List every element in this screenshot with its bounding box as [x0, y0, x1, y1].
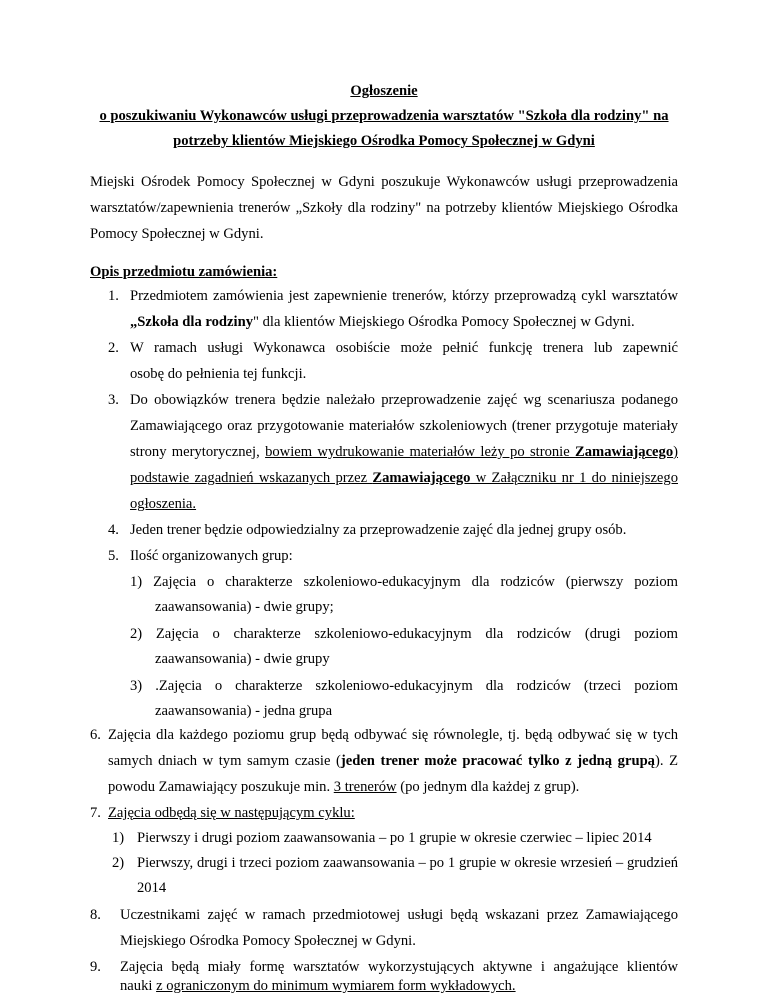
- group-2-line-2: zaawansowania) - dwie grupy: [155, 651, 330, 667]
- item-6-line-3: powodu Zamawiający poszukuje min. 3 trenerów (po jednym dla każdej z grup).: [108, 779, 580, 795]
- title-line-3: potrzeby klientów Miejskiego Ośrodka Pomocy Społecznej w Gdyni: [173, 133, 595, 149]
- item-3-line-4: podstawie zagadnień wskazanych przez Zamawiającego w Załączniku nr 1 do niniejszego: [130, 470, 678, 486]
- item-number-2: 2.: [108, 340, 119, 356]
- group-1-line-2: zaawansowania) - dwie grupy;: [155, 599, 334, 615]
- group-1-line-1: 1) Zajęcia o charakterze szkoleniowo-edukacyjnym dla rodziców (pierwszy poziom: [130, 574, 678, 590]
- item-7-line-1: Zajęcia odbędą się w następującym cyklu:: [108, 805, 355, 821]
- item-4-line-1: Jeden trener będzie odpowiedzialny za przeprowadzenie zajęć dla jednej grupy osób.: [130, 522, 627, 538]
- item-9-line-2: nauki z ograniczonym do minimum wymiarem form wykładowych.: [120, 978, 516, 994]
- item-number-1: 1.: [108, 288, 119, 304]
- item-8-line-2: Miejskiego Ośrodka Pomocy Społecznej w Gdyni.: [120, 933, 416, 949]
- item-number-8: 8.: [90, 907, 101, 923]
- cycle-number-2: 2): [112, 855, 125, 871]
- cycle-number-1: 1): [112, 830, 125, 846]
- title-line-2: o poszukiwaniu Wykonawców usługi przeprowadzenia warsztatów "Szkoła dla rodziny" na: [99, 108, 669, 124]
- item-3-line-5: ogłoszenia.: [130, 496, 197, 512]
- item-3-line-2: Zamawiającego oraz przygotowanie materiałów szkoleniowych (trener przygotuje materiały: [130, 418, 678, 434]
- group-2-line-1: 2) Zajęcia o charakterze szkoleniowo-edukacyjnym dla rodziców (drugi poziom: [130, 626, 678, 642]
- item-number-4: 4.: [108, 522, 119, 538]
- item-2-line-2: osobę do pełnienia tej funkcji.: [130, 366, 307, 382]
- item-1-line-1: Przedmiotem zamówienia jest zapewnienie trenerów, którzy przeprowadzą cykl warsztatów: [130, 288, 678, 304]
- section-heading: Opis przedmiotu zamówienia:: [90, 264, 278, 280]
- item-2-line-1: W ramach usługi Wykonawca osobiście może pełnić funkcję trenera lub zapewnić: [130, 340, 678, 356]
- item-3-line-1: Do obowiązków trenera będzie należało przeprowadzenie zajęć wg scenariusza podanego: [130, 392, 678, 408]
- item-number-3: 3.: [108, 392, 119, 408]
- item-number-7: 7.: [90, 805, 101, 821]
- cycle-1-line-1: Pierwszy i drugi poziom zaawansowania – po 1 grupie w okresie czerwiec – lipiec 2014: [137, 830, 652, 846]
- intro-line-3: Pomocy Społecznej w Gdyni.: [90, 226, 264, 242]
- item-1-line-2: „Szkoła dla rodziny" dla klientów Miejskiego Ośrodka Pomocy Społecznej w Gdyni.: [130, 314, 635, 330]
- item-6-line-2: samych dniach w tym samym czasie (jeden trener może pracować tylko z jedną grupą). Z: [108, 753, 678, 769]
- item-3-line-3: strony merytorycznej, bowiem wydrukowanie materiałów leży po stronie Zamawiającego): [130, 444, 678, 460]
- title-line-1: Ogłoszenie: [350, 83, 418, 99]
- item-number-5: 5.: [108, 548, 119, 564]
- item-1-bold: „Szkoła dla rodziny: [130, 314, 253, 330]
- group-3-line-1: 3) .Zajęcia o charakterze szkoleniowo-edukacyjnym dla rodziców (trzeci poziom: [130, 678, 678, 694]
- intro-line-1: Miejski Ośrodek Pomocy Społecznej w Gdyni poszukuje Wykonawców usługi przeprowadzenia: [90, 174, 678, 190]
- cycle-2-line-1: Pierwszy, drugi i trzeci poziom zaawansowania – po 1 grupie w okresie wrzesień – grudzień: [137, 855, 678, 871]
- cycle-2-line-2: 2014: [137, 880, 167, 896]
- item-5-line-1: Ilość organizowanych grup:: [130, 548, 293, 564]
- item-number-6: 6.: [90, 727, 101, 743]
- intro-line-2: warsztatów/zapewnienia trenerów „Szkoły dla rodziny" na potrzeby klientów Miejskiego Ośrodka: [90, 200, 678, 216]
- item-6-line-1: Zajęcia dla każdego poziomu grup będą odbywać się równolegle, tj. będą odbywać się w tych: [108, 727, 678, 743]
- item-8-line-1: Uczestnikami zajęć w ramach przedmiotowej usługi będą wskazani przez Zamawiającego: [120, 907, 678, 923]
- item-9-line-1: Zajęcia będą miały formę warsztatów wykorzystujących aktywne i angażujące klientów: [120, 959, 678, 975]
- item-number-9: 9.: [90, 959, 101, 975]
- group-3-line-2: zaawansowania) - jedna grupa: [155, 703, 333, 719]
